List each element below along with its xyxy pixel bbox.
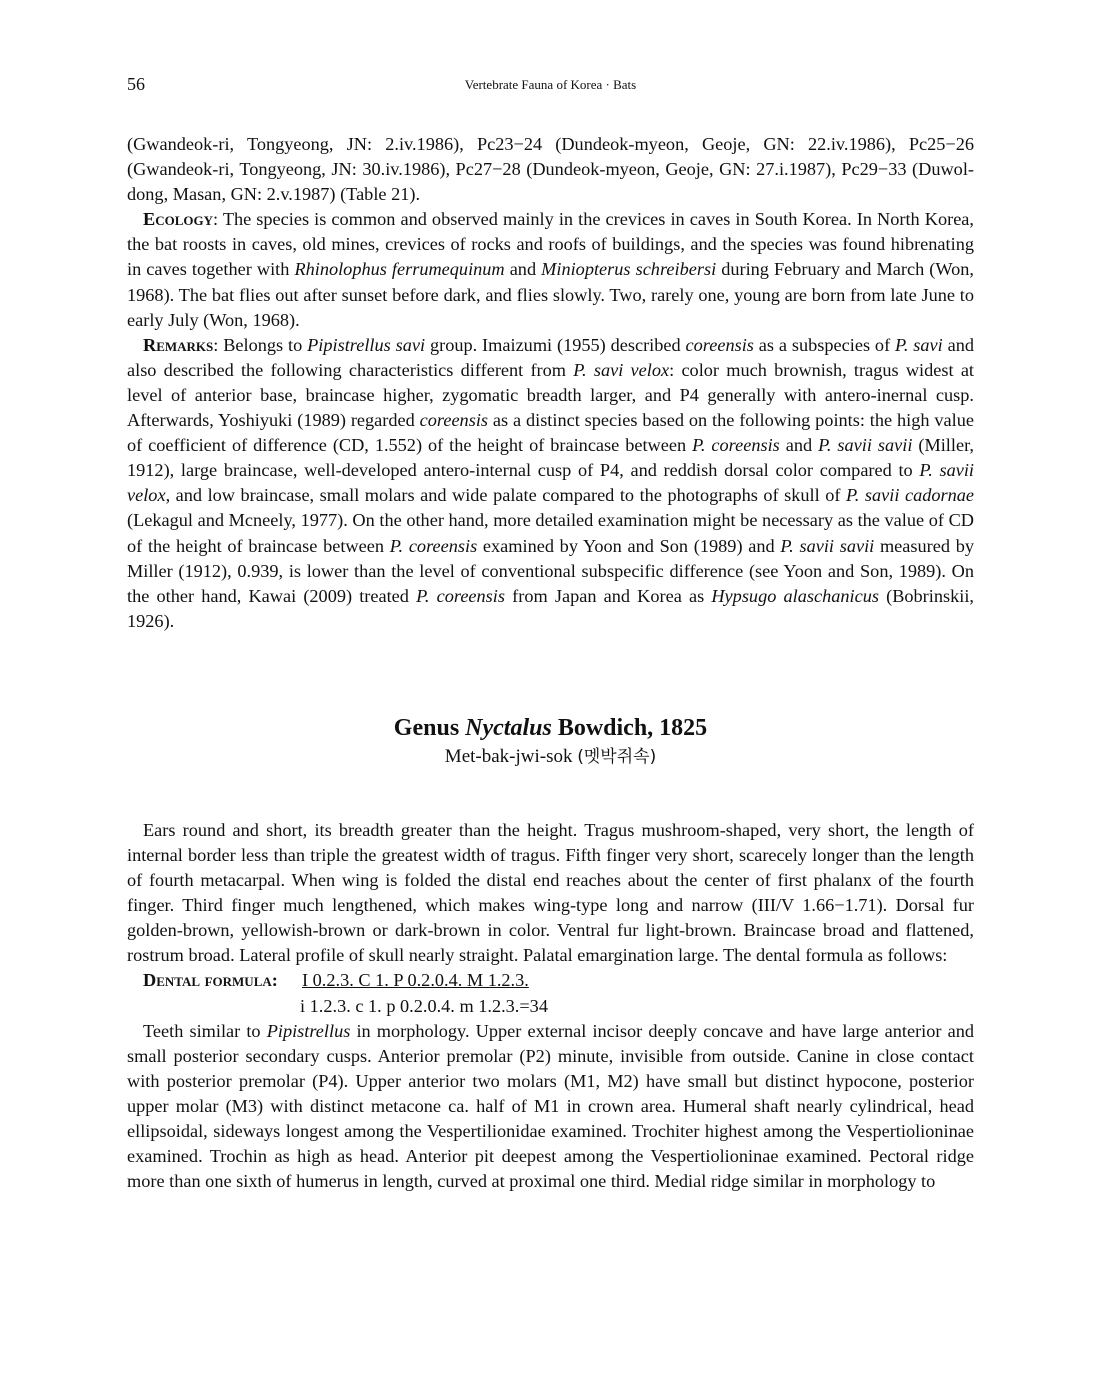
species-name: coreensis bbox=[685, 334, 754, 355]
dental-formula-label: Dental formula: bbox=[143, 970, 278, 991]
text-run: as a distinct species based on the following points: the high value of coefficient of difference (CD, 1.552) of the height of braincase between bbox=[127, 410, 974, 456]
dental-formula-lower-row bbox=[127, 994, 974, 1019]
species-name: P. savii velox bbox=[127, 460, 974, 506]
ecology-label: Ecology bbox=[143, 209, 213, 230]
species-name: P. savii savii bbox=[818, 435, 913, 456]
species-name: Rhinolophus ferrumequinum bbox=[294, 259, 505, 280]
text-run: and bbox=[504, 259, 542, 280]
teeth-paragraph bbox=[127, 1019, 974, 1195]
text-run: Belongs to bbox=[223, 334, 308, 355]
text-run: (Bobrinskii, 1926). bbox=[127, 585, 974, 631]
specimens-paragraph: (Gwandeok-ri, Tongyeong, JN: 2.iv.1986), Pc23−24 (Dundeok-myeon, Geoje, GN: 22.iv.1986), Pc25−26 (Gwandeok-ri, Tongyeong, JN: 30.iv.1986), Pc27−28 (Dundeok-myeon, Geoje, GN: 27.i.1987), Pc29−33 (Duwol-dong, Masan, GN: 2.v.1987) (Table 21). bbox=[127, 134, 974, 205]
text-run: from Japan and Korea as bbox=[505, 585, 712, 606]
description-paragraph: Ears round and short, its breadth greater than the height. Tragus mushroom-shaped, very short, the length of internal border less than triple the greatest width of tragus. Fifth finger very short, scarecely longer than the length of fourth metacarpal. When wing is folded the distal end reaches about the center of first phalanx of the fourth finger. Third finger much lengthened, which makes wing-type long and narrow (III/V 1.66−1.71). Dorsal fur golden-brown, yellowish-brown or dark-brown in color. Ventral fur light-brown. Braincase broad and flattened, rostrum broad. Lateral profile of skull nearly straight. Palatal emargination large. The dental formula as follows: bbox=[127, 819, 974, 966]
text-run: , and low braincase, small molars and wide palate compared to the photographs of skull of bbox=[165, 485, 846, 506]
remarks-label: Remarks bbox=[143, 334, 214, 355]
species-name: P. savi velox bbox=[573, 359, 670, 380]
remarks-paragraph: Remarks: Belongs to Pipistrellus savi group. Imaizumi (1955) described coreensis as a subspecies of P. savi and also described the following characteristics different from P. savi velox: color much brownish, tragus widest at level of anterior base, braincase higher, zygomatic breadth larger, and P4 generally with antero-inernal cusp. Afterwards, Yoshiyuki (1989) regarded coreensis as a distinct species based on the following points: the high value of coefficient of difference (CD, 1.552) of the height of braincase between P. coreensis and P. savii savii (Miller, 1912), large braincase, well-developed antero-internal cusp of P4, and reddish dorsal color compared to P. savii velox, and low braincase, small molars and wide palate compared to the photographs of skull of P. savii cadornae (Lekagul and Mcneely, 1977). On the other hand, more detailed examination might be necessary as the value of CD of the height of braincase between P. coreensis examined by Yoon and Son (1989) and P. savii savii measured by Miller (1912), 0.939, is lower than the level of conventional subspecific difference (see Yoon and Son, 1989). On the other hand, Kawai (2009) treated P. coreensis from Japan and Korea as Hypsugo alaschanicus (Bobrinskii, 1926). bbox=[127, 334, 975, 631]
genus-reference: Pipistrellus bbox=[266, 1020, 351, 1041]
text-run: examined by Yoon and Son (1989) and bbox=[477, 535, 781, 556]
genus-prefix: Genus bbox=[393, 714, 466, 741]
text-run: during February and March (Won, 1968). The bat flies out after sunset before dark, and flies slowly. Two, rarely one, young are born from late June to early July (Won, 1968). bbox=[127, 259, 974, 330]
ecology-paragraph: Ecology: The species is common and observed mainly in the crevices in caves in South Korea. In North Korea, the bat roosts in caves, old mines, crevices of rocks and roofs of buildings, and the species was found hibrenating in caves together with Rhinolophus ferrumequinum and Miniopterus schreibersi during February and March (Won, 1968). The bat flies out after sunset before dark, and flies slowly. Two, rarely one, young are born from late June to early July (Won, 1968). bbox=[127, 209, 974, 330]
text-run: (Lekagul and Mcneely, 1977). On the other hand, more detailed examination might be necessary as the value of CD of the height of braincase between bbox=[127, 510, 974, 556]
section-continuation bbox=[127, 132, 974, 634]
text-run: and also described the following characteristics different from bbox=[127, 334, 975, 380]
dental-formula-upper: I 0.2.3. C 1. P 0.2.0.4. M 1.2.3. bbox=[302, 970, 529, 991]
korean-romanized: Met-bak-jwi-sok bbox=[444, 745, 573, 767]
species-name: P. coreensis bbox=[416, 585, 505, 606]
dental-formula-upper-row bbox=[127, 968, 974, 993]
genus-title bbox=[127, 713, 974, 743]
species-name: coreensis bbox=[419, 410, 489, 431]
text-run: : color much brownish, tragus widest at level of anterior base, braincase higher, zygomatic breadth larger, and P4 generally with antero-inernal cusp. Afterwards, Yoshiyuki (1989) regarded bbox=[127, 359, 975, 431]
genus-authority: Bowdich, 1825 bbox=[551, 714, 708, 741]
species-name: Miniopterus schreibersi bbox=[541, 259, 717, 280]
species-name: P. savi bbox=[895, 334, 943, 355]
page-number: 56 bbox=[127, 74, 145, 94]
page-header bbox=[127, 74, 974, 98]
text-run: group. Imaizumi (1955) described bbox=[425, 334, 686, 355]
species-name: P. coreensis bbox=[389, 535, 478, 556]
running-head: Vertebrate Fauna of Korea · Bats bbox=[464, 77, 637, 92]
document-page bbox=[127, 74, 974, 1194]
species-name: P. savii cadornae bbox=[845, 485, 974, 506]
korean-hangul: (멧박쥐속) bbox=[577, 746, 657, 767]
genus-heading bbox=[127, 713, 974, 771]
species-name: P. coreensis bbox=[692, 435, 780, 456]
genus-description bbox=[127, 818, 974, 1194]
text-run: as a subspecies of bbox=[753, 334, 896, 355]
species-name: Pipistrellus savi bbox=[307, 334, 426, 355]
genus-korean-name bbox=[127, 743, 974, 771]
text-run: in morphology. Upper external incisor deeply concave and have large anterior and small posterior secondary cusps. Anterior premolar (P2) minute, invisible from outside. Canine in close contact with posterior premolar (P4). Upper anterior two molars (M1, M2) have small but distinct hypocone, posterior upper molar (M3) with distinct metacone ca. half of M1 in crown area. Humeral shaft nearly cylindrical, head ellipsoidal, sideways longest among the Vespertilionidae examined. Trochiter highest among the Vespertiolioninae examined. Trochin as high as head. Anterior pit deepest among the Vespertiolioninae examined. Pectoral ridge more than one sixth of humerus in length, curved at proximal one third. Medial ridge similar in morphology to bbox=[127, 1020, 974, 1192]
text-run: Teeth similar to bbox=[143, 1020, 267, 1041]
text-run: The species is common and observed mainly in the crevices in caves in South Korea. In North Korea, the bat roosts in caves, old mines, crevices of rocks and roofs of buildings, and the species was found hibrenating in caves together with bbox=[127, 209, 974, 280]
species-name: Hypsugo alaschanicus bbox=[711, 585, 879, 606]
genus-name: Nyctalus bbox=[465, 714, 552, 741]
species-name: P. savii savii bbox=[780, 535, 875, 556]
text-run: measured by Miller (1912), 0.939, is lower than the level of conventional subspecific difference (see Yoon and Son, 1989). On the other hand, Kawai (2009) treated bbox=[127, 535, 974, 606]
text-run: (Miller, 1912), large braincase, well-developed antero-internal cusp of P4, and reddish dorsal color compared to bbox=[127, 435, 974, 481]
dental-formula-lower: i 1.2.3. c 1. p 0.2.0.4. m 1.2.3.=34 bbox=[300, 995, 548, 1016]
text-run: and bbox=[779, 435, 819, 456]
